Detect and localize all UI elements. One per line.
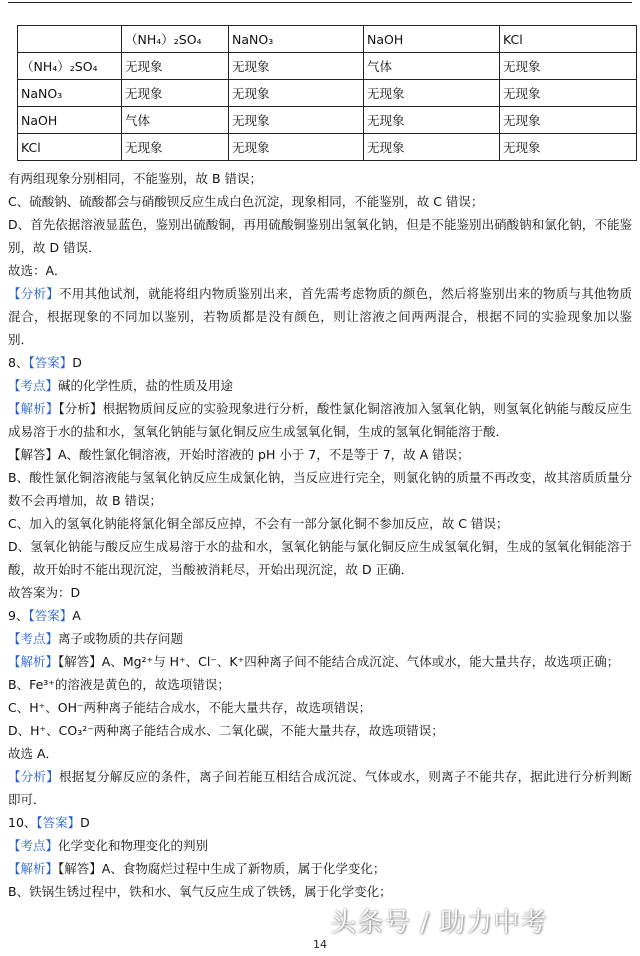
paragraph	[8, 374, 632, 397]
paragraph-text: D、氢氧化钠能与酸反应生成易溶于水的盐和水，氢氧化钠能与氯化铜反应生成氢氧化铜，生成的氢氧化铜能溶于酸，故开始时不能出现沉淀，当酸被消耗尽，开始出现沉淀，故 D 正确．	[8, 539, 632, 577]
paragraph	[8, 650, 632, 673]
paragraph-text: D、H⁺、CO₃²⁻两种离子能结合成水、二氧化碳，不能大量共存，故选项错误；	[8, 723, 444, 738]
table-row	[18, 134, 637, 161]
table-cell: 无现象	[500, 134, 637, 161]
table-cell: 无现象	[500, 107, 637, 134]
table-cell: 无现象	[229, 53, 364, 80]
paragraph	[8, 719, 632, 742]
paragraph-text: C、硫酸钠、硫酸都会与硝酸钡反应生成白色沉淀，现象相同，不能鉴别，故 C 错误；	[8, 194, 484, 209]
section-tag: 【答案】	[28, 355, 73, 370]
paragraph	[8, 351, 632, 374]
table-header-row	[18, 26, 637, 53]
table-cell: （NH₄）₂SO₄	[122, 26, 229, 53]
table-cell: KCl	[18, 134, 122, 161]
section-tag: 【解析】	[8, 654, 59, 669]
section-tag: 【解析】	[8, 401, 59, 416]
table-cell: NaNO₃	[18, 80, 122, 107]
paragraph	[8, 604, 632, 627]
paragraph	[8, 213, 632, 259]
paragraph-text: A	[72, 608, 81, 623]
section-tag: 【分析】	[8, 286, 59, 301]
section-tag: 【考点】	[8, 378, 59, 393]
paragraph-text: B、酸性氯化铜溶液能与氢氧化钠反应生成氯化钠，当反应进行完全，则氯化钠的质量不再改变，故其溶质质量分数不会再增加，故 B 错误；	[8, 470, 632, 508]
paragraph	[8, 443, 632, 466]
paragraph	[8, 397, 632, 443]
table-cell: NaOH	[364, 26, 500, 53]
table-cell: 无现象	[122, 53, 229, 80]
paragraph	[8, 673, 632, 696]
answer-explanations	[8, 167, 632, 903]
table-cell: 气体	[122, 107, 229, 134]
table-cell: 无现象	[229, 134, 364, 161]
paragraph-text: 【分析】根据物质间反应的实验现象进行分析，酸性氯化铜溶液加入氢氧化钠，则氢氧化钠能与酸反应生成易溶于水的盐和水，氢氧化钠能与氯化铜反应生成氢氧化铜，生成的氢氧化铜能溶于酸．	[8, 401, 632, 439]
paragraph-text: C、加入的氢氧化钠能将氯化铜全部反应掉，不会有一部分氯化铜不参加反应，故 C 错误；	[8, 516, 509, 531]
section-tag: 【分析】	[8, 769, 59, 784]
table-cell: NaNO₃	[229, 26, 364, 53]
section-tag: 【答案】	[28, 608, 73, 623]
paragraph-text: 故选 A．	[8, 746, 59, 761]
table-cell: 无现象	[122, 134, 229, 161]
table-row	[18, 53, 637, 80]
table-cell	[18, 26, 122, 53]
paragraph	[8, 696, 632, 719]
watermark: 头条号 / 助力中考	[330, 908, 548, 938]
table-cell: 无现象	[364, 107, 500, 134]
question-number: 8、	[8, 355, 29, 370]
paragraph-text: D、首先依据溶液显蓝色，鉴别出硫酸铜，再用硫酸铜鉴别出氢氧化钠，但是不能鉴别出硝酸钠和氯化钠，不能鉴别，故 D 错误．	[8, 217, 632, 255]
table-cell: 无现象	[364, 80, 500, 107]
section-tag: 【答案】	[36, 815, 81, 830]
paragraph	[8, 765, 632, 811]
table-cell: 无现象	[229, 80, 364, 107]
table-cell: （NH₄）₂SO₄	[18, 53, 122, 80]
table-cell: 无现象	[364, 134, 500, 161]
paragraph	[8, 742, 632, 765]
section-tag: 【解析】	[8, 861, 59, 876]
paragraph	[8, 282, 632, 351]
paragraph-text: 碱的化学性质，盐的性质及用途	[58, 378, 234, 393]
table-cell: 无现象	[500, 80, 637, 107]
page-number: 14	[313, 938, 327, 951]
question-number: 9、	[8, 608, 29, 623]
paragraph-text: 故答案为：D	[8, 585, 81, 600]
paragraph-text: 不用其他试剂，就能将组内物质鉴别出来，首先需考虑物质的颜色，然后将鉴别出来的物质与其他物质混合，根据现象的不同加以鉴别，若物质都是没有颜色，则让溶液之间两两混合，根据不同的实验现象加以鉴别．	[8, 286, 632, 347]
question-number: 10、	[8, 815, 37, 830]
paragraph-text: B、铁锅生锈过程中，铁和水、氧气反应生成了铁锈，属于化学变化；	[8, 884, 392, 899]
top-rule	[8, 2, 632, 3]
paragraph-text: D	[72, 355, 82, 370]
table-cell: 无现象	[122, 80, 229, 107]
paragraph	[8, 190, 632, 213]
paragraph	[8, 880, 632, 903]
table-cell: 无现象	[229, 107, 364, 134]
paragraph	[8, 466, 632, 512]
paragraph	[8, 834, 632, 857]
paragraph	[8, 811, 632, 834]
paragraph-text: B、Fe³⁺的溶液是黄色的，故选项错误；	[8, 677, 230, 692]
table-cell: 气体	[364, 53, 500, 80]
paragraph	[8, 857, 632, 880]
paragraph-text: 有两组现象分别相同，不能鉴别，故 B 错误；	[8, 171, 263, 186]
paragraph-text: C、H⁺、OH⁻两种离子能结合成水，不能大量共存，故选项错误；	[8, 700, 372, 715]
paragraph	[8, 167, 632, 190]
paragraph	[8, 581, 632, 604]
paragraph	[8, 535, 632, 581]
paragraph-text: 故选：A．	[8, 263, 67, 278]
paragraph-text: 离子或物质的共存问题	[58, 631, 184, 646]
section-tag: 【考点】	[8, 838, 59, 853]
table-row	[18, 107, 637, 134]
table-row	[18, 80, 637, 107]
section-tag: 【考点】	[8, 631, 59, 646]
paragraph-text: 根据复分解反应的条件，离子间若能互相结合成沉淀、气体或水，则离子不能共存，据此进行分析判断即可．	[8, 769, 632, 807]
paragraph	[8, 627, 632, 650]
table-cell: NaOH	[18, 107, 122, 134]
paragraph-text: 化学变化和物理变化的判别	[58, 838, 209, 853]
paragraph-text: 【解答】A、酸性氯化铜溶液，开始时溶液的 pH 小于 7，不是等于 7，故 A 错误；	[8, 447, 470, 462]
table-cell: KCl	[500, 26, 637, 53]
paragraph-text: 【解答】A、Mg²⁺与 H⁺、Cl⁻、K⁺四种离子间不能结合成沉淀、气体或水，能大量共存，故选项正确；	[58, 654, 620, 669]
paragraph-text: D	[80, 815, 90, 830]
paragraph-text: 【解答】A、食物腐烂过程中生成了新物质，属于化学变化；	[58, 861, 386, 876]
table-cell: 无现象	[500, 53, 637, 80]
reaction-table	[17, 25, 637, 161]
paragraph	[8, 259, 632, 282]
paragraph	[8, 512, 632, 535]
